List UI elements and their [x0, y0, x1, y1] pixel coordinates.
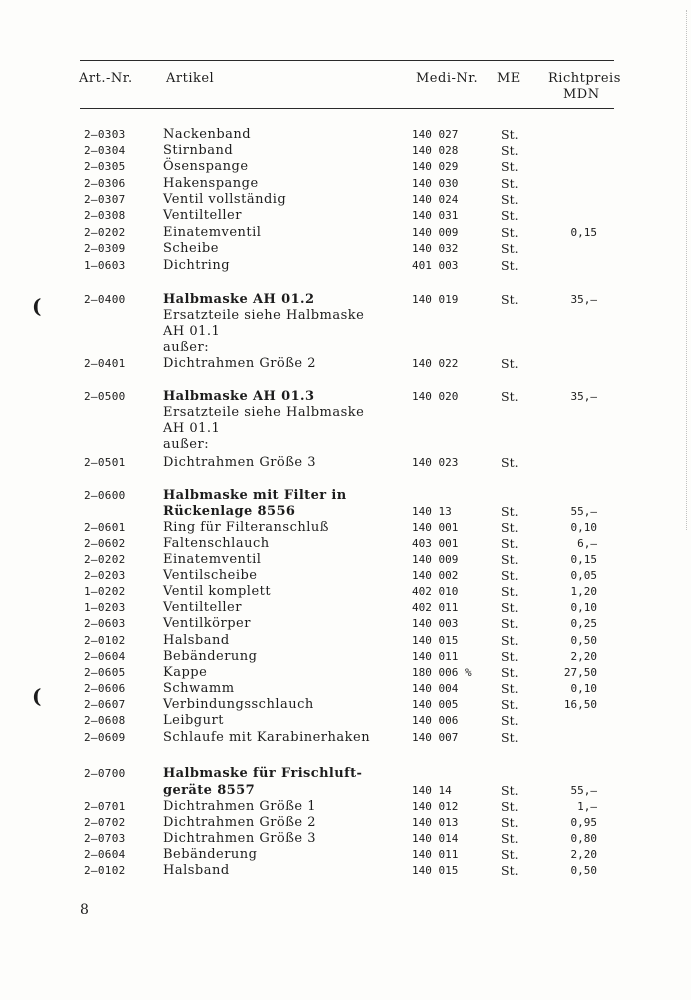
medi-number: 140 001 — [412, 521, 459, 534]
unit: St. — [501, 536, 519, 551]
article-name: Kappe — [163, 665, 208, 680]
header-artikel: Artikel — [166, 71, 215, 86]
article-name: Ventil komplett — [163, 584, 272, 599]
article-number: 2—0202 — [84, 226, 126, 239]
article-number: 1—0203 — [84, 601, 126, 614]
price: 0,50 — [570, 634, 597, 647]
medi-number: 140 14 — [412, 784, 452, 797]
table-row — [0, 176, 691, 192]
unit: St. — [501, 552, 519, 567]
article-number: 2—0700 — [84, 767, 126, 780]
table-row — [0, 665, 691, 681]
article-name: Schwamm — [163, 681, 235, 696]
table-row — [0, 405, 691, 421]
unit: St. — [501, 258, 519, 273]
table-row — [0, 649, 691, 665]
article-number: 1—0202 — [84, 585, 126, 598]
table-row — [0, 159, 691, 175]
unit: St. — [501, 665, 519, 680]
table-row — [0, 831, 691, 847]
unit: St. — [501, 697, 519, 712]
article-name: Ersatzteile siehe Halbmaske — [163, 405, 365, 420]
article-name: Ventilkörper — [163, 616, 251, 631]
unit: St. — [501, 783, 519, 798]
table-row — [0, 568, 691, 584]
medi-number: 140 024 — [412, 193, 459, 206]
table-row — [0, 584, 691, 600]
table-row — [0, 600, 691, 616]
table-row — [0, 324, 691, 340]
article-number: 2—0703 — [84, 832, 126, 845]
table-row — [0, 730, 691, 746]
table-row — [0, 863, 691, 879]
article-name: Dichtrahmen Größe 1 — [163, 799, 317, 814]
table-row — [0, 783, 691, 799]
article-name: Ventilteller — [163, 208, 242, 223]
table-row — [0, 208, 691, 224]
medi-number: 140 019 — [412, 293, 459, 306]
unit: St. — [501, 520, 519, 535]
article-number: 2—0600 — [84, 489, 126, 502]
article-number: 2—0308 — [84, 209, 126, 222]
table-row — [0, 633, 691, 649]
medi-number: 140 032 — [412, 242, 459, 255]
article-number: 2—0305 — [84, 160, 126, 173]
table-row — [0, 308, 691, 324]
article-name: Faltenschlauch — [163, 536, 270, 551]
medi-number: 180 006 % — [412, 666, 472, 679]
price: 0,10 — [570, 682, 597, 695]
article-name: AH 01.1 — [163, 324, 221, 339]
article-name: Dichtrahmen Größe 2 — [163, 815, 317, 830]
article-name: Ventilscheibe — [163, 568, 258, 583]
medi-number: 140 002 — [412, 569, 459, 582]
table-row — [0, 421, 691, 437]
unit: St. — [501, 455, 519, 470]
header-art-nr: Art.-Nr. — [79, 71, 133, 86]
table-row — [0, 713, 691, 729]
article-name: Halbmaske AH 01.2 — [163, 292, 315, 307]
article-name: Verbindungsschlauch — [163, 697, 314, 712]
article-name: Ring für Filteranschluß — [163, 520, 329, 535]
unit: St. — [501, 681, 519, 696]
article-name: Leibgurt — [163, 713, 224, 728]
unit: St. — [501, 815, 519, 830]
header-medi-nr: Medi-Nr. — [416, 71, 479, 86]
price: 1,20 — [570, 585, 597, 598]
margin-bracket-mark: ( — [32, 684, 42, 708]
unit: St. — [501, 568, 519, 583]
table-row — [0, 258, 691, 274]
unit: St. — [501, 504, 519, 519]
article-name: Halsband — [163, 633, 230, 648]
price: 0,95 — [570, 816, 597, 829]
medi-number: 140 003 — [412, 617, 459, 630]
article-number: 2—0701 — [84, 800, 126, 813]
article-name: Schlaufe mit Karabinerhaken — [163, 730, 371, 745]
article-name: Halbmaske AH 01.3 — [163, 389, 315, 404]
price: 27,50 — [563, 666, 597, 679]
table-row — [0, 389, 691, 405]
price: 1,— — [577, 800, 597, 813]
article-number: 1—0603 — [84, 259, 126, 272]
price: 35,— — [570, 293, 597, 306]
unit: St. — [501, 633, 519, 648]
article-name: Ventilteller — [163, 600, 242, 615]
article-number: 2—0604 — [84, 650, 126, 663]
table-row — [0, 697, 691, 713]
article-number: 2—0606 — [84, 682, 126, 695]
medi-number: 140 015 — [412, 634, 459, 647]
unit: St. — [501, 389, 519, 404]
article-name: Dichtrahmen Größe 3 — [163, 831, 317, 846]
article-name: Bebänderung — [163, 649, 258, 664]
unit: St. — [501, 127, 519, 142]
article-name: Ösenspange — [163, 159, 249, 174]
medi-number: 140 028 — [412, 144, 459, 157]
article-name: Rückenlage 8556 — [163, 504, 296, 519]
unit: St. — [501, 799, 519, 814]
price: 0,10 — [570, 601, 597, 614]
medi-number: 140 015 — [412, 864, 459, 877]
article-name: AH 01.1 — [163, 421, 221, 436]
page-number: 8 — [80, 902, 89, 918]
article-name: Einatemventil — [163, 552, 262, 567]
table-row — [0, 241, 691, 257]
article-name: Ersatzteile siehe Halbmaske — [163, 308, 365, 323]
article-number: 2—0602 — [84, 537, 126, 550]
medi-number: 140 012 — [412, 800, 459, 813]
header-richtpreis: Richtpreis — [548, 71, 621, 86]
medi-number: 140 004 — [412, 682, 459, 695]
header-mdn: MDN — [563, 87, 600, 102]
price: 6,— — [577, 537, 597, 550]
article-name: Halbmaske mit Filter in — [163, 488, 347, 503]
unit: St. — [501, 831, 519, 846]
table-row — [0, 847, 691, 863]
article-number: 2—0607 — [84, 698, 126, 711]
price: 0,25 — [570, 617, 597, 630]
article-name: außer: — [163, 437, 210, 452]
medi-number: 140 011 — [412, 650, 459, 663]
table-row — [0, 225, 691, 241]
unit: St. — [501, 713, 519, 728]
unit: St. — [501, 863, 519, 878]
article-number: 2—0309 — [84, 242, 126, 255]
article-number: 2—0603 — [84, 617, 126, 630]
unit: St. — [501, 649, 519, 664]
medi-number: 140 029 — [412, 160, 459, 173]
article-number: 2—0306 — [84, 177, 126, 190]
article-name: Halbmaske für Frischluft- — [163, 766, 363, 781]
article-number: 2—0608 — [84, 714, 126, 727]
top-rule — [80, 60, 614, 61]
table-row — [0, 192, 691, 208]
article-number: 2—0601 — [84, 521, 126, 534]
medi-number: 140 013 — [412, 816, 459, 829]
article-name: geräte 8557 — [163, 783, 256, 798]
article-number: 2—0202 — [84, 553, 126, 566]
table-row — [0, 356, 691, 372]
table-row — [0, 455, 691, 471]
price: 0,10 — [570, 521, 597, 534]
table-row — [0, 815, 691, 831]
price: 0,80 — [570, 832, 597, 845]
article-number: 2—0203 — [84, 569, 126, 582]
medi-number: 402 011 — [412, 601, 459, 614]
price: 0,50 — [570, 864, 597, 877]
price: 0,05 — [570, 569, 597, 582]
article-number: 2—0500 — [84, 390, 126, 403]
unit: St. — [501, 159, 519, 174]
article-number: 2—0401 — [84, 357, 126, 370]
unit: St. — [501, 143, 519, 158]
header-me: ME — [497, 71, 521, 86]
unit: St. — [501, 192, 519, 207]
table-row — [0, 504, 691, 520]
unit: St. — [501, 208, 519, 223]
unit: St. — [501, 616, 519, 631]
unit: St. — [501, 584, 519, 599]
unit: St. — [501, 292, 519, 307]
article-name: Ventil vollständig — [163, 192, 287, 207]
medi-number: 140 13 — [412, 505, 452, 518]
medi-number: 401 003 — [412, 259, 459, 272]
table-row — [0, 437, 691, 453]
medi-number: 140 011 — [412, 848, 459, 861]
medi-number: 140 006 — [412, 714, 459, 727]
unit: St. — [501, 730, 519, 745]
price: 55,— — [570, 784, 597, 797]
medi-number: 140 009 — [412, 226, 459, 239]
table-row — [0, 143, 691, 159]
unit: St. — [501, 600, 519, 615]
medi-number: 140 031 — [412, 209, 459, 222]
article-name: Nackenband — [163, 127, 252, 142]
medi-number: 140 023 — [412, 456, 459, 469]
medi-number: 140 005 — [412, 698, 459, 711]
unit: St. — [501, 356, 519, 371]
price: 16,50 — [563, 698, 597, 711]
price: 2,20 — [570, 848, 597, 861]
table-row — [0, 616, 691, 632]
article-number: 2—0604 — [84, 848, 126, 861]
price: 0,15 — [570, 553, 597, 566]
article-number: 2—0307 — [84, 193, 126, 206]
medi-number: 140 007 — [412, 731, 459, 744]
article-name: Halsband — [163, 863, 230, 878]
table-row — [0, 292, 691, 308]
medi-number: 140 009 — [412, 553, 459, 566]
medi-number: 140 014 — [412, 832, 459, 845]
table-row — [0, 536, 691, 552]
unit: St. — [501, 225, 519, 240]
table-row — [0, 799, 691, 815]
article-name: Stirnband — [163, 143, 234, 158]
table-row — [0, 127, 691, 143]
header-rule — [80, 108, 614, 109]
article-number: 2—0102 — [84, 864, 126, 877]
article-number: 2—0609 — [84, 731, 126, 744]
article-number: 2—0501 — [84, 456, 126, 469]
table-row — [0, 766, 691, 782]
price: 2,20 — [570, 650, 597, 663]
article-number: 2—0102 — [84, 634, 126, 647]
article-name: Einatemventil — [163, 225, 262, 240]
article-number: 2—0303 — [84, 128, 126, 141]
table-row — [0, 340, 691, 356]
article-number: 2—0400 — [84, 293, 126, 306]
article-number: 2—0304 — [84, 144, 126, 157]
article-name: außer: — [163, 340, 210, 355]
medi-number: 140 022 — [412, 357, 459, 370]
table-row — [0, 552, 691, 568]
price: 55,— — [570, 505, 597, 518]
article-name: Hakenspange — [163, 176, 259, 191]
article-name: Dichtrahmen Größe 3 — [163, 455, 317, 470]
medi-number: 402 010 — [412, 585, 459, 598]
article-number: 2—0605 — [84, 666, 126, 679]
article-name: Dichtrahmen Größe 2 — [163, 356, 317, 371]
medi-number: 403 001 — [412, 537, 459, 550]
table-row — [0, 520, 691, 536]
price: 0,15 — [570, 226, 597, 239]
medi-number: 140 030 — [412, 177, 459, 190]
unit: St. — [501, 176, 519, 191]
article-name: Scheibe — [163, 241, 219, 256]
medi-number: 140 027 — [412, 128, 459, 141]
medi-number: 140 020 — [412, 390, 459, 403]
article-name: Bebänderung — [163, 847, 258, 862]
scan-edge-specks — [680, 10, 687, 530]
unit: St. — [501, 847, 519, 862]
margin-bracket-mark: ( — [32, 294, 42, 318]
unit: St. — [501, 241, 519, 256]
article-name: Dichtring — [163, 258, 231, 273]
table-row — [0, 681, 691, 697]
article-number: 2—0702 — [84, 816, 126, 829]
price: 35,— — [570, 390, 597, 403]
table-row — [0, 488, 691, 504]
